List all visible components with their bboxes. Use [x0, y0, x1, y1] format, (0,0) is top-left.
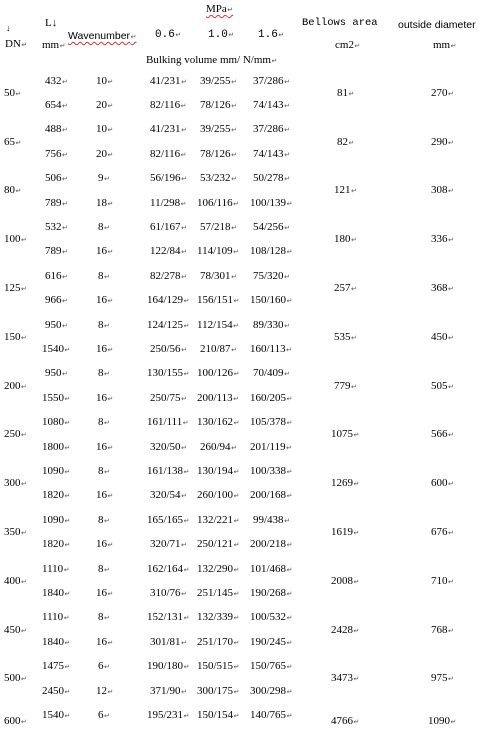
pressure-1-0-cell: 78/126↵: [200, 148, 237, 160]
bellows-area-value: 2008↵: [331, 575, 360, 587]
pressure-1-0-cell: 150/515↵: [197, 660, 240, 672]
pressure-1-0-cell: 39/255↵: [200, 75, 237, 87]
length-cell: 1090↵: [42, 514, 71, 526]
pressure-0-6-cell: 82/116↵: [150, 148, 187, 160]
pressure-1-6-cell: 99/438↵: [253, 514, 290, 526]
wavenumber-cell: 20↵: [96, 99, 114, 111]
length-cell: 1820↵: [42, 489, 71, 501]
pressure-1-0-cell: 150/154↵: [197, 709, 240, 721]
pressure-1-6-cell: 160/205↵: [250, 392, 293, 404]
dn-value: 125↵: [4, 282, 27, 294]
pressure-1-0-cell: 78/301↵: [200, 270, 237, 282]
wavenumber-cell: 16↵: [96, 538, 114, 550]
outside-diameter-value: 368↵: [431, 282, 454, 294]
pressure-1-0-cell: 130/194↵: [197, 465, 240, 477]
dn-value: 450↵: [4, 624, 27, 636]
pressure-1-6-cell: 37/286↵: [253, 75, 290, 87]
bellows-area-value: 4766↵: [331, 715, 360, 727]
pressure-0-6-cell: 164/129↵: [147, 294, 190, 306]
dn-value: 600↵: [4, 715, 27, 727]
pressure-1-6-cell: 75/320↵: [253, 270, 290, 282]
pressure-1-0-cell: 300/175↵: [197, 685, 240, 697]
pressure-0-6-header: 0.6↵: [155, 29, 182, 41]
pressure-0-6-cell: 122/84↵: [150, 245, 187, 257]
wavenumber-cell: 8↵: [98, 563, 110, 575]
wavenumber-cell: 6↵: [98, 709, 110, 721]
length-cell: 1110↵: [42, 611, 70, 623]
length-cell: 1090↵: [42, 465, 71, 477]
pressure-0-6-cell: 320/50↵: [150, 441, 187, 453]
pressure-0-6-cell: 250/75↵: [150, 392, 187, 404]
outside-diameter-value: 566↵: [431, 428, 454, 440]
wavenumber-cell: 8↵: [98, 221, 110, 233]
pressure-0-6-cell: 320/54↵: [150, 489, 187, 501]
pressure-1-0-cell: 78/126↵: [200, 99, 237, 111]
dn-arrow: ↓: [6, 23, 11, 33]
pressure-0-6-cell: 165/165↵: [147, 514, 190, 526]
length-cell: 1820↵: [42, 538, 71, 550]
bellows-area-value: 1269↵: [331, 477, 360, 489]
pressure-1-6-cell: 89/330↵: [253, 319, 290, 331]
length-cell: 950↵: [45, 319, 68, 331]
dn-value: 300↵: [4, 477, 27, 489]
pressure-0-6-cell: 56/196↵: [150, 172, 187, 184]
wavenumber-cell: 16↵: [96, 441, 114, 453]
pressure-1-6-cell: 108/128↵: [250, 245, 293, 257]
wavenumber-cell: 16↵: [96, 294, 114, 306]
pressure-0-6-cell: 161/111↵: [147, 416, 189, 428]
pressure-0-6-cell: 130/155↵: [147, 367, 190, 379]
dn-value: 350↵: [4, 526, 27, 538]
pressure-1-6-cell: 200/168↵: [250, 489, 293, 501]
pressure-0-6-cell: 161/138↵: [147, 465, 190, 477]
bellows-area-value: 82↵: [337, 136, 355, 148]
dn-value: 250↵: [4, 428, 27, 440]
wavenumber-cell: 16↵: [96, 245, 114, 257]
wavenumber-cell: 16↵: [96, 343, 114, 355]
pressure-0-6-cell: 124/125↵: [147, 319, 190, 331]
length-cell: 789↵: [45, 245, 68, 257]
pressure-1-0-cell: 57/218↵: [200, 221, 237, 233]
wavenumber-cell: 18↵: [96, 197, 114, 209]
length-cell: 532↵: [45, 221, 68, 233]
bellows-area-value: 3473↵: [331, 672, 360, 684]
pressure-1-6-cell: 100/532↵: [250, 611, 293, 623]
pressure-0-6-cell: 195/231↵: [147, 709, 190, 721]
wavenumber-cell: 20↵: [96, 148, 114, 160]
dn-value: 150↵: [4, 331, 27, 343]
wavenumber-cell: 12↵: [96, 685, 114, 697]
outside-diameter-value: 676↵: [431, 526, 454, 538]
outside-diameter-value: 308↵: [431, 184, 454, 196]
pressure-1-6-cell: 160/113↵: [250, 343, 293, 355]
outside-diameter-value: 768↵: [431, 624, 454, 636]
outside-diameter-unit: mm↵: [433, 39, 457, 51]
pressure-0-6-cell: 41/231↵: [150, 75, 187, 87]
wavenumber-cell: 8↵: [98, 465, 110, 477]
pressure-1-6-cell: 74/143↵: [253, 148, 290, 160]
pressure-0-6-cell: 310/76↵: [150, 587, 187, 599]
pressure-1-6-cell: 200/218↵: [250, 538, 293, 550]
wavenumber-cell: 16↵: [96, 489, 114, 501]
dn-value: 400↵: [4, 575, 27, 587]
pressure-1-6-cell: 100/139↵: [250, 197, 293, 209]
length-cell: 1840↵: [42, 636, 71, 648]
dn-value: 50↵: [4, 87, 22, 99]
pressure-0-6-cell: 371/90↵: [150, 685, 187, 697]
wavenumber-cell: 8↵: [98, 416, 110, 428]
length-cell: 966↵: [45, 294, 68, 306]
wavenumber-cell: 8↵: [98, 367, 110, 379]
outside-diameter-value: 1090↵: [428, 715, 457, 727]
bellows-area-unit: cm2↵: [335, 39, 361, 51]
wavenumber-cell: 10↵: [96, 75, 114, 87]
wavenumber-cell: 8↵: [98, 611, 110, 623]
length-cell: 432↵: [45, 75, 68, 87]
pressure-1-0-cell: 132/339↵: [197, 611, 240, 623]
bellows-area-value: 81↵: [337, 87, 355, 99]
dn-header: DN↵: [5, 38, 28, 50]
length-cell: 1540↵: [42, 343, 71, 355]
dn-value: 65↵: [4, 136, 22, 148]
pressure-1-0-cell: 130/162↵: [197, 416, 240, 428]
pressure-1-0-cell: 260/100↵: [197, 489, 240, 501]
length-cell: 1475↵: [42, 660, 71, 672]
length-cell: 1110↵: [42, 563, 70, 575]
outside-diameter-value: 270↵: [431, 87, 454, 99]
bellows-area-value: 779↵: [334, 380, 357, 392]
pressure-1-0-cell: 100/126↵: [197, 367, 240, 379]
pressure-1-6-cell: 190/268↵: [250, 587, 293, 599]
pressure-1-0-cell: 251/145↵: [197, 587, 240, 599]
pressure-1-0-cell: 132/221↵: [197, 514, 240, 526]
length-cell: 654↵: [45, 99, 68, 111]
pressure-1-0-cell: 53/232↵: [200, 172, 237, 184]
outside-diameter-value: 336↵: [431, 233, 454, 245]
pressure-1-0-cell: 200/113↵: [197, 392, 240, 404]
pressure-1-0-cell: 114/109↵: [197, 245, 240, 257]
pressure-0-6-cell: 301/81↵: [150, 636, 187, 648]
pressure-1-0-cell: 250/121↵: [197, 538, 240, 550]
pressure-unit-header: MPa↵: [206, 3, 234, 15]
dn-value: 100↵: [4, 233, 27, 245]
pressure-1-6-cell: 150/160↵: [250, 294, 293, 306]
wavenumber-cell: 10↵: [96, 123, 114, 135]
outside-diameter-value: 450↵: [431, 331, 454, 343]
length-cell: 488↵: [45, 123, 68, 135]
dn-value: 200↵: [4, 380, 27, 392]
pressure-1-6-header: 1.6↵: [258, 29, 285, 41]
pressure-1-0-cell: 156/151↵: [197, 294, 240, 306]
pressure-0-6-cell: 320/71↵: [150, 538, 187, 550]
pressure-1-6-cell: 150/765↵: [250, 660, 293, 672]
pressure-1-6-cell: 100/338↵: [250, 465, 293, 477]
pressure-1-6-cell: 105/378↵: [250, 416, 293, 428]
dn-value: 80↵: [4, 184, 22, 196]
pressure-1-0-cell: 112/154↵: [197, 319, 240, 331]
wavenumber-header: Wavenumber↵: [68, 30, 137, 42]
bellows-area-value: 535↵: [334, 331, 357, 343]
bulking-volume-subheader: Bulking volume mm/ N/mm↵: [146, 54, 278, 66]
wavenumber-cell: 9↵: [98, 172, 110, 184]
pressure-0-6-cell: 11/298↵: [150, 197, 187, 209]
wavenumber-cell: 16↵: [96, 636, 114, 648]
length-cell: 1540↵: [42, 709, 71, 721]
length-cell: 1800↵: [42, 441, 71, 453]
pressure-1-6-cell: 54/256↵: [253, 221, 290, 233]
outside-diameter-value: 505↵: [431, 380, 454, 392]
pressure-1-0-cell: 106/116↵: [197, 197, 240, 209]
dn-value: 500↵: [4, 672, 27, 684]
bellows-area-header: Bellows area: [302, 17, 378, 29]
pressure-1-0-cell: 210/87↵: [200, 343, 237, 355]
outside-diameter-value: 975↵: [431, 672, 454, 684]
pressure-0-6-cell: 190/180↵: [147, 660, 190, 672]
bellows-area-value: 1075↵: [331, 428, 360, 440]
pressure-1-0-cell: 132/290↵: [197, 563, 240, 575]
wavenumber-cell: 8↵: [98, 319, 110, 331]
wavenumber-cell: 6↵: [98, 660, 110, 672]
pressure-0-6-cell: 152/131↵: [147, 611, 190, 623]
length-cell: 1080↵: [42, 416, 71, 428]
pressure-1-0-header: 1.0↵: [208, 29, 235, 41]
pressure-1-6-cell: 37/286↵: [253, 123, 290, 135]
pressure-1-6-cell: 201/119↵: [250, 441, 293, 453]
length-cell: 2450↵: [42, 685, 71, 697]
outside-diameter-header: outside diameter: [398, 19, 476, 31]
bellows-area-value: 257↵: [334, 282, 357, 294]
pressure-0-6-cell: 61/167↵: [150, 221, 187, 233]
pressure-1-0-cell: 251/170↵: [197, 636, 240, 648]
wavenumber-cell: 16↵: [96, 587, 114, 599]
bellows-area-value: 1619↵: [331, 526, 360, 538]
pressure-1-0-cell: 260/94↵: [200, 441, 237, 453]
pressure-1-6-cell: 190/245↵: [250, 636, 293, 648]
wavenumber-cell: 16↵: [96, 392, 114, 404]
bellows-area-value: 2428↵: [331, 624, 360, 636]
l-header: L↓: [45, 17, 58, 29]
length-cell: 756↵: [45, 148, 68, 160]
pressure-1-6-cell: 140/765↵: [250, 709, 293, 721]
outside-diameter-value: 600↵: [431, 477, 454, 489]
length-cell: 616↵: [45, 270, 68, 282]
pressure-1-0-cell: 39/255↵: [200, 123, 237, 135]
pressure-0-6-cell: 82/116↵: [150, 99, 187, 111]
pressure-1-6-cell: 70/409↵: [253, 367, 290, 379]
length-cell: 1550↵: [42, 392, 71, 404]
pressure-1-6-cell: 300/298↵: [250, 685, 293, 697]
length-cell: 950↵: [45, 367, 68, 379]
pressure-1-6-cell: 50/278↵: [253, 172, 290, 184]
bellows-area-value: 121↵: [334, 184, 357, 196]
outside-diameter-value: 710↵: [431, 575, 454, 587]
pressure-1-6-cell: 101/468↵: [250, 563, 293, 575]
length-cell: 1840↵: [42, 587, 71, 599]
l-unit: mm↵: [42, 39, 66, 51]
length-cell: 789↵: [45, 197, 68, 209]
wavenumber-cell: 8↵: [98, 270, 110, 282]
pressure-0-6-cell: 41/231↵: [150, 123, 187, 135]
pressure-0-6-cell: 82/278↵: [150, 270, 187, 282]
length-cell: 506↵: [45, 172, 68, 184]
outside-diameter-value: 290↵: [431, 136, 454, 148]
wavenumber-cell: 8↵: [98, 514, 110, 526]
pressure-1-6-cell: 74/143↵: [253, 99, 290, 111]
pressure-0-6-cell: 250/56↵: [150, 343, 187, 355]
bellows-area-value: 180↵: [334, 233, 357, 245]
pressure-0-6-cell: 162/164↵: [147, 563, 190, 575]
